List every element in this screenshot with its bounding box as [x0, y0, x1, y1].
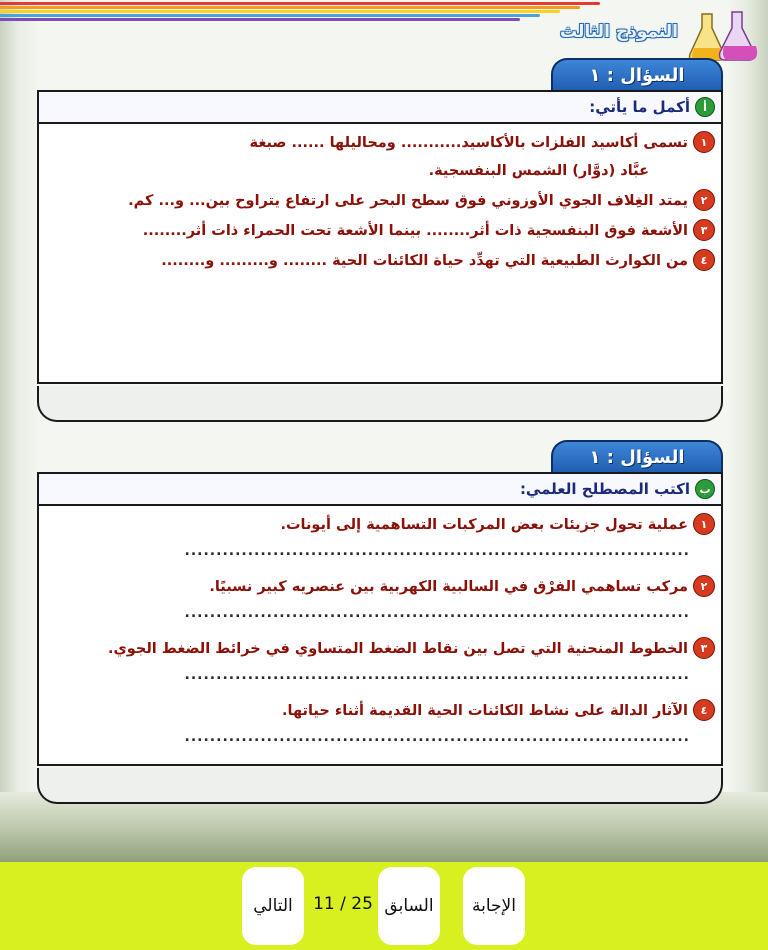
answer-dots: ................................................................................: [184, 605, 690, 621]
question-panel-2: [37, 472, 723, 766]
list-item: [45, 130, 715, 156]
answer-dots: ................................................................................: [184, 667, 690, 683]
number-badge: ٣: [693, 637, 715, 659]
list-item: [45, 158, 715, 184]
number-badge: ٢: [693, 575, 715, 597]
instruction-text: اكتب المصطلح العلمي:: [519, 480, 690, 498]
letter-badge-beh: ب: [695, 479, 715, 499]
question-tab-2: السؤال : ١: [551, 440, 723, 472]
page-title: النموذج الثالث: [559, 22, 678, 42]
list-item: [45, 248, 715, 274]
number-badge: ١: [693, 513, 715, 535]
item-text: الآثار الدالة على نشاط الكائنات الحية القديمة أثناء حياتها.: [282, 703, 688, 719]
item-text: الخطوط المنحنية التي تصل بين نقاط الضغط المتساوي في خرائط الضغط الجوي.: [108, 641, 688, 657]
page-counter: 11 / 25: [313, 894, 373, 914]
item-text: الأشعة فوق البنفسجية ذات أثر........ بينما الأشعة تحت الحمراء ذات أثر........: [142, 223, 688, 239]
list-item: [45, 218, 715, 244]
list-item: [45, 188, 715, 214]
item-text: يمتد الغِلاف الجوي الأوزوني فوق سطح البحر على ارتفاع يتراوح بين... و... كم.: [128, 193, 688, 209]
fill-in-list: [39, 124, 721, 274]
answer-area-2: [37, 768, 723, 804]
lab-flasks-icon: [680, 8, 760, 64]
question-panel-1: [37, 90, 723, 384]
number-badge: ٣: [693, 219, 715, 241]
item-text: مركب تساهمي الفرْق في السالبية الكهربية بين عنصريه كبير نسبيًا.: [209, 579, 688, 595]
item-text: عملية تحول جزيئات بعض المركبات التساهمية إلى أيونات.: [280, 517, 688, 533]
answer-button[interactable]: الإجابة: [463, 867, 525, 945]
next-button[interactable]: التالي: [242, 867, 304, 945]
question-instruction-1: [39, 92, 721, 124]
number-badge: ٤: [693, 699, 715, 721]
number-badge: ٤: [693, 249, 715, 271]
letter-badge-alef: أ: [695, 97, 715, 117]
answer-dots: ................................................................................: [184, 729, 690, 745]
item-text: عبَّاد (دوَّار) الشمس البنفسجية.: [428, 163, 649, 179]
item-text: من الكوارث الطبيعية التي تهدِّد حياة الكائنات الحية ........ و......... و........: [161, 253, 688, 269]
term-list: [39, 506, 721, 748]
list-item: [45, 512, 715, 538]
number-badge: ٢: [693, 189, 715, 211]
previous-button[interactable]: السابق: [378, 867, 440, 945]
list-item: [45, 698, 715, 724]
question-instruction-2: [39, 474, 721, 506]
answer-dots: ................................................................................: [184, 543, 690, 559]
list-item: [45, 636, 715, 662]
header-stripes: [0, 0, 620, 24]
instruction-text: أكمل ما يأتي:: [589, 98, 690, 116]
question-tab-1: السؤال : ١: [551, 58, 723, 90]
number-badge: ١: [693, 131, 715, 153]
list-item: [45, 574, 715, 600]
item-text: تسمى أكاسيد الفلزات بالأكاسيد........... ومحاليلها ...... صبغة: [249, 135, 688, 151]
answer-area-1: [37, 386, 723, 422]
bottom-nav-bar: [0, 862, 768, 950]
